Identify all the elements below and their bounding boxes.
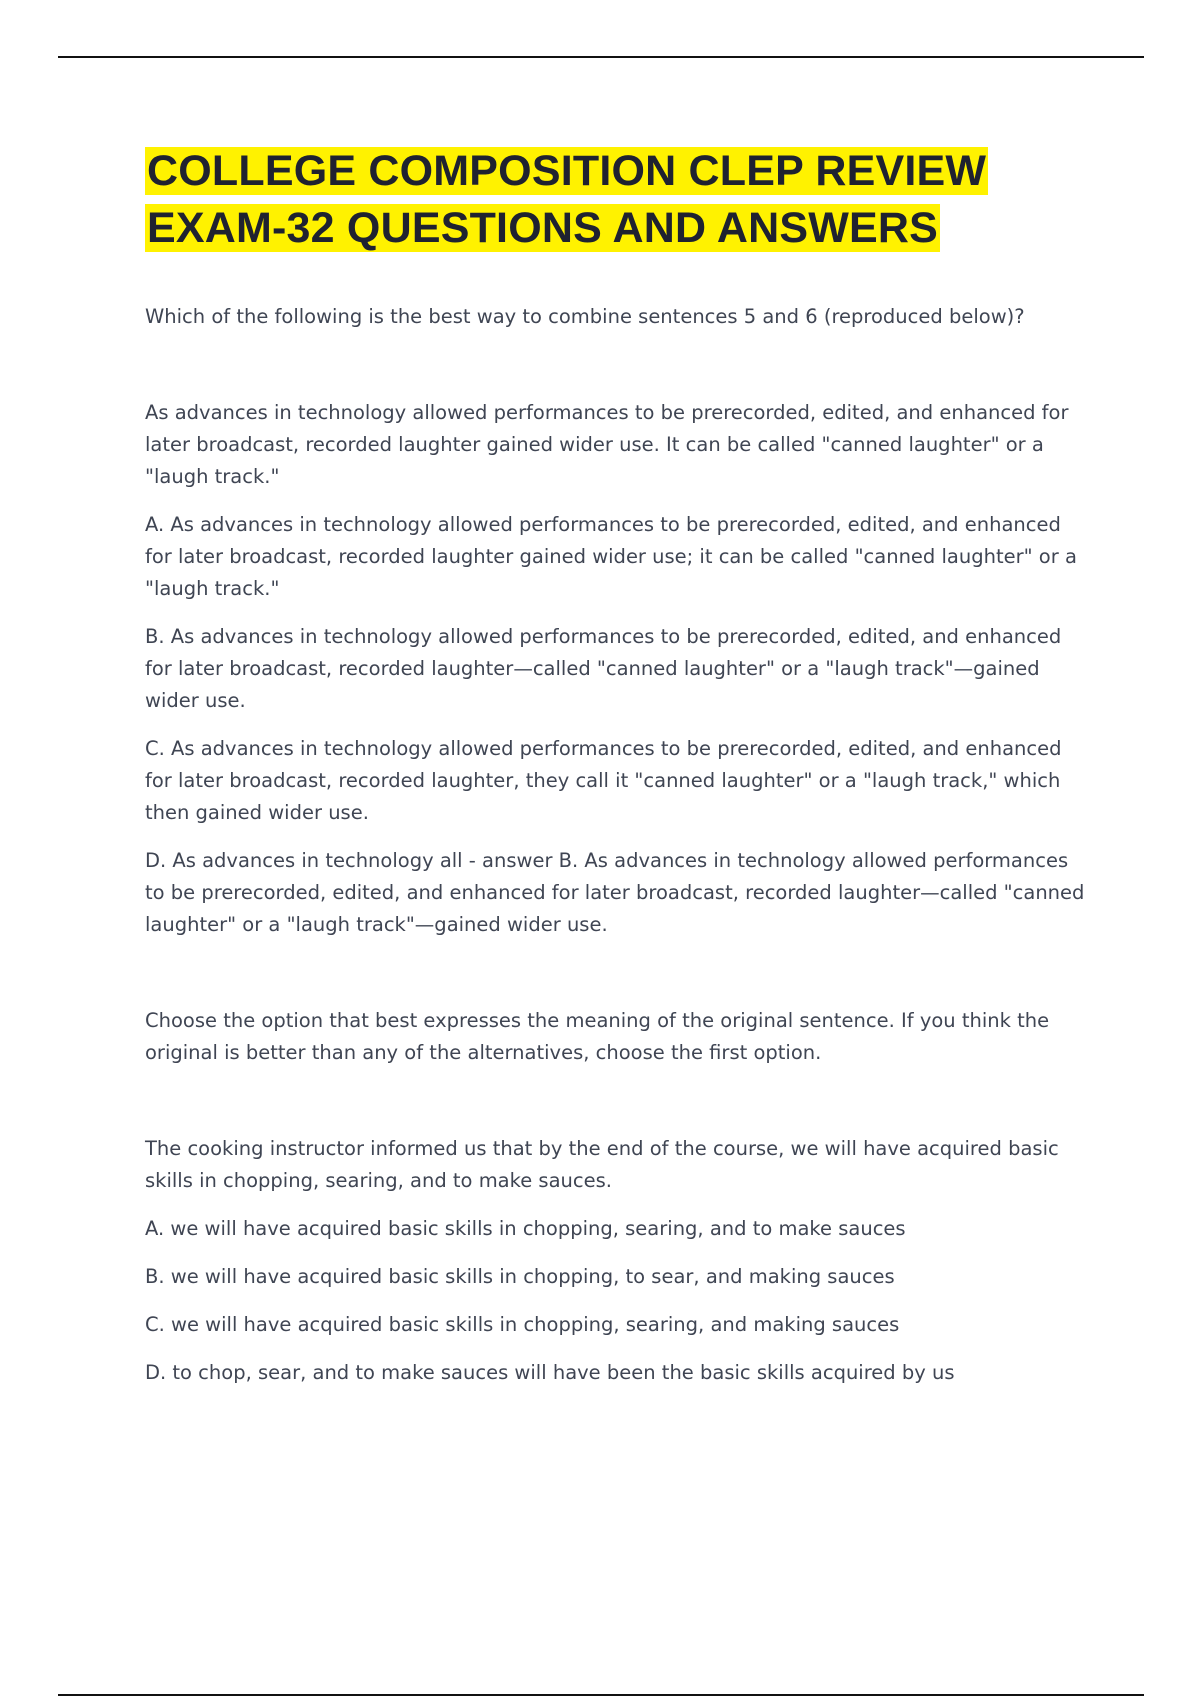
question-1-option-c: C. As advances in technology allowed performances to be prerecorded, edited, and enhanced for later broadcast, recorded laughter, they call it "canned laughter" or a "laugh track," which then gained wider use.: [145, 737, 1062, 824]
question-2-option-a: A. we will have acquired basic skills in chopping, searing, and to make sauces: [145, 1217, 906, 1240]
question-2-option-c: C. we will have acquired basic skills in chopping, searing, and making sauces: [145, 1313, 900, 1336]
document-content: [145, 143, 1090, 1389]
document-title-text: COLLEGE COMPOSITION CLEP REVIEW EXAM-32 QUESTIONS AND ANSWERS: [147, 147, 987, 252]
question-1-passage: As advances in technology allowed performances to be prerecorded, edited, and enhanced for later broadcast, recorded laughter gained wider use. It can be called "canned laughter" or a "laugh track.": [145, 401, 1069, 488]
bottom-rule: [58, 1694, 1144, 1696]
question-1-prompt: Which of the following is the best way to combine sentences 5 and 6 (reproduced below)?: [145, 305, 1025, 328]
question-2-sentence: The cooking instructor informed us that by the end of the course, we will have acquired basic skills in chopping, searing, and to make sauces.: [145, 1137, 1059, 1192]
top-rule: [58, 56, 1144, 58]
question-1-option-d: D. As advances in technology all - answer B. As advances in technology allowed performances to be prerecorded, edited, and enhanced for later broadcast, recorded laughter—called "canned laughter" or a "laugh track"—gained wider use.: [145, 849, 1085, 936]
question-2-prompt: Choose the option that best expresses the meaning of the original sentence. If you think the original is better than any of the alternatives, choose the first option.: [145, 1009, 1050, 1064]
question-2-option-d: D. to chop, sear, and to make sauces will have been the basic skills acquired by us: [145, 1361, 955, 1384]
document-title: [145, 143, 1090, 257]
question-2-option-b: B. we will have acquired basic skills in chopping, to sear, and making sauces: [145, 1265, 895, 1288]
question-1-option-b: B. As advances in technology allowed performances to be prerecorded, edited, and enhanced for later broadcast, recorded laughter—called "canned laughter" or a "laugh track"—gained wider use.: [145, 625, 1062, 712]
question-1-option-a: A. As advances in technology allowed performances to be prerecorded, edited, and enhanced for later broadcast, recorded laughter gained wider use; it can be called "canned laughter" or a "laugh track.": [145, 513, 1077, 600]
